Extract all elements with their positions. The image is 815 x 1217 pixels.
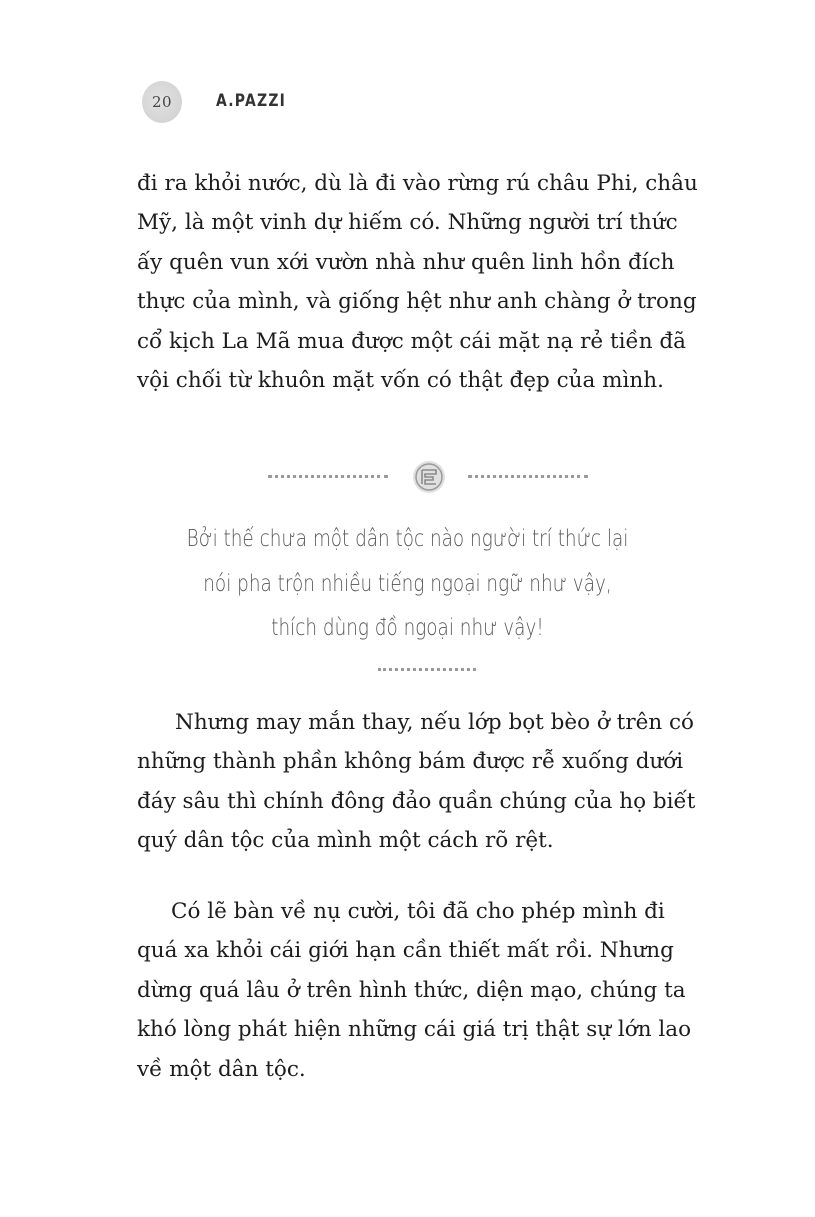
paragraph-line: những thành phần không bám được rễ xuống dưới	[137, 749, 684, 775]
dotted-rule-left	[268, 475, 388, 478]
dotted-rule-right	[468, 475, 588, 478]
paragraph-line: ấy quên vun xới vườn nhà như quên linh hồn đích	[137, 249, 675, 275]
paragraph-2	[137, 703, 717, 861]
paragraph-line: quý dân tộc của mình một cách rõ rệt.	[137, 828, 554, 854]
pull-quote-line: nói pha trộn nhiều tiếng ngoại ngữ như vậy,	[203, 570, 612, 597]
paragraph-line: quá xa khỏi cái giới hạn cần thiết mất rồi. Nhưng	[137, 938, 674, 964]
paragraph-line: đáy sâu thì chính đông đảo quần chúng của họ biết	[137, 788, 696, 814]
paragraph-line: dừng quá lâu ở trên hình thức, diện mạo, chúng ta	[137, 977, 686, 1003]
pull-quote-end-rule	[0, 668, 815, 674]
paragraph-line: vội chối từ khuôn mặt vốn có thật đẹp của mình.	[137, 368, 664, 394]
circular-chinese-knot-icon	[412, 460, 446, 494]
paragraph-line: Có lẽ bàn về nụ cười, tôi đã cho phép mình đi	[171, 899, 665, 924]
pull-quote-line: Bởi thế chưa một dân tộc nào người trí thức lại	[186, 526, 629, 552]
paragraph-line: thực của mình, và giống hệt như anh chàng ở trong	[137, 289, 697, 315]
paragraph-line: về một dân tộc.	[137, 1056, 306, 1082]
paragraph-3	[137, 892, 717, 1089]
page-number-badge	[142, 81, 182, 123]
pull-quote	[0, 517, 815, 651]
pull-quote-line: thích dùng đồ ngoại như vậy!	[271, 615, 544, 641]
running-header-author: A.PAZZI	[216, 91, 287, 111]
section-ornament	[0, 460, 815, 492]
dotted-rule-bottom	[378, 668, 476, 671]
paragraph-line: Nhưng may mắn thay, nếu lớp bọt bèo ở trên có	[175, 710, 694, 735]
paragraph-1	[137, 164, 717, 400]
paragraph-line: đi ra khỏi nước, dù là đi vào rừng rú châu Phi, châu	[137, 171, 698, 196]
paragraph-line: cổ kịch La Mã mua được một cái mặt nạ rẻ tiền đã	[137, 328, 686, 354]
page-number: 20	[151, 93, 173, 111]
paragraph-line: khó lòng phát hiện những cái giá trị thật sự lớn lao	[137, 1017, 692, 1043]
paragraph-line: Mỹ, là một vinh dự hiếm có. Những người trí thức	[137, 210, 678, 236]
